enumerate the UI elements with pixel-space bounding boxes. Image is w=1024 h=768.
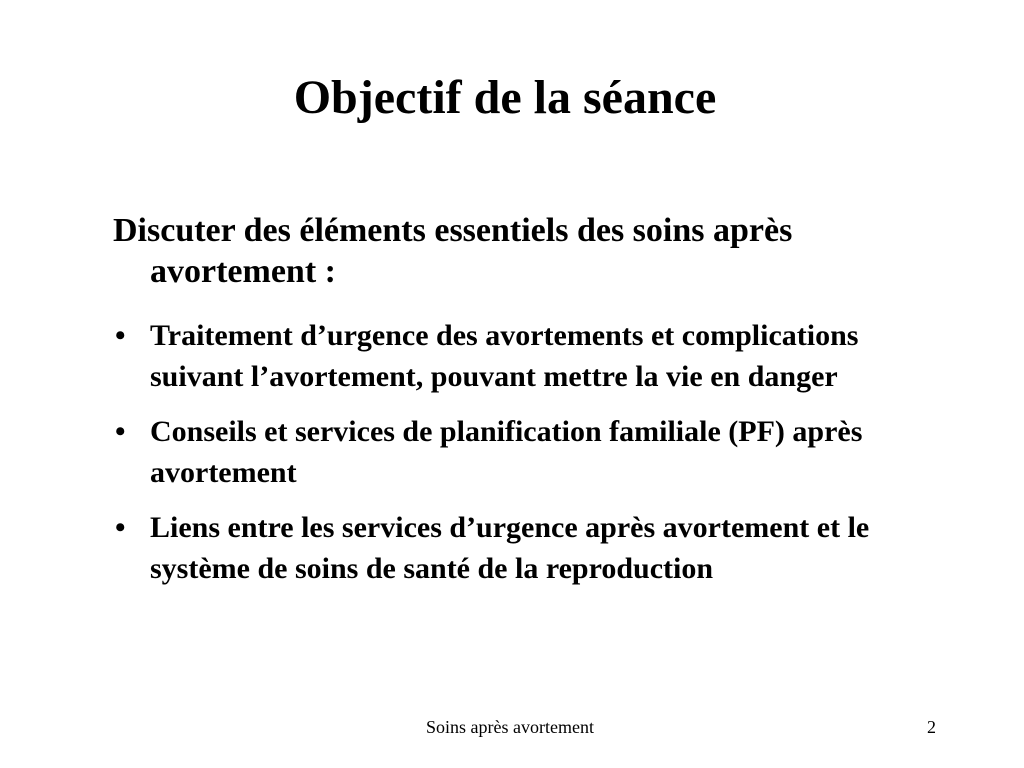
page-number: 2: [927, 717, 936, 737]
bullet-item-emergency-treatment: [113, 315, 903, 397]
bullet-marker: •: [115, 415, 126, 448]
bullet-list: [113, 315, 903, 603]
bullet-marker: •: [115, 319, 126, 352]
bullet-marker: •: [115, 511, 126, 544]
bullet-item-family-planning: [113, 411, 903, 493]
slide-title: Objectif de la séance: [293, 71, 717, 124]
bullet-item-service-links: [113, 507, 903, 589]
bullet-text: Liens entre les services d’urgence après avortement et le système de soins de santé de la reproduction: [150, 511, 870, 585]
footer-text: Soins après avortement: [426, 717, 594, 737]
bullet-text: Traitement d’urgence des avortements et complications suivant l’avortement, pouvant mettre la vie en danger: [150, 319, 859, 393]
intro-text: Discuter des éléments essentiels des soins après avortement :: [113, 212, 793, 290]
bullet-text: Conseils et services de planification familiale (PF) après avortement: [150, 415, 863, 489]
